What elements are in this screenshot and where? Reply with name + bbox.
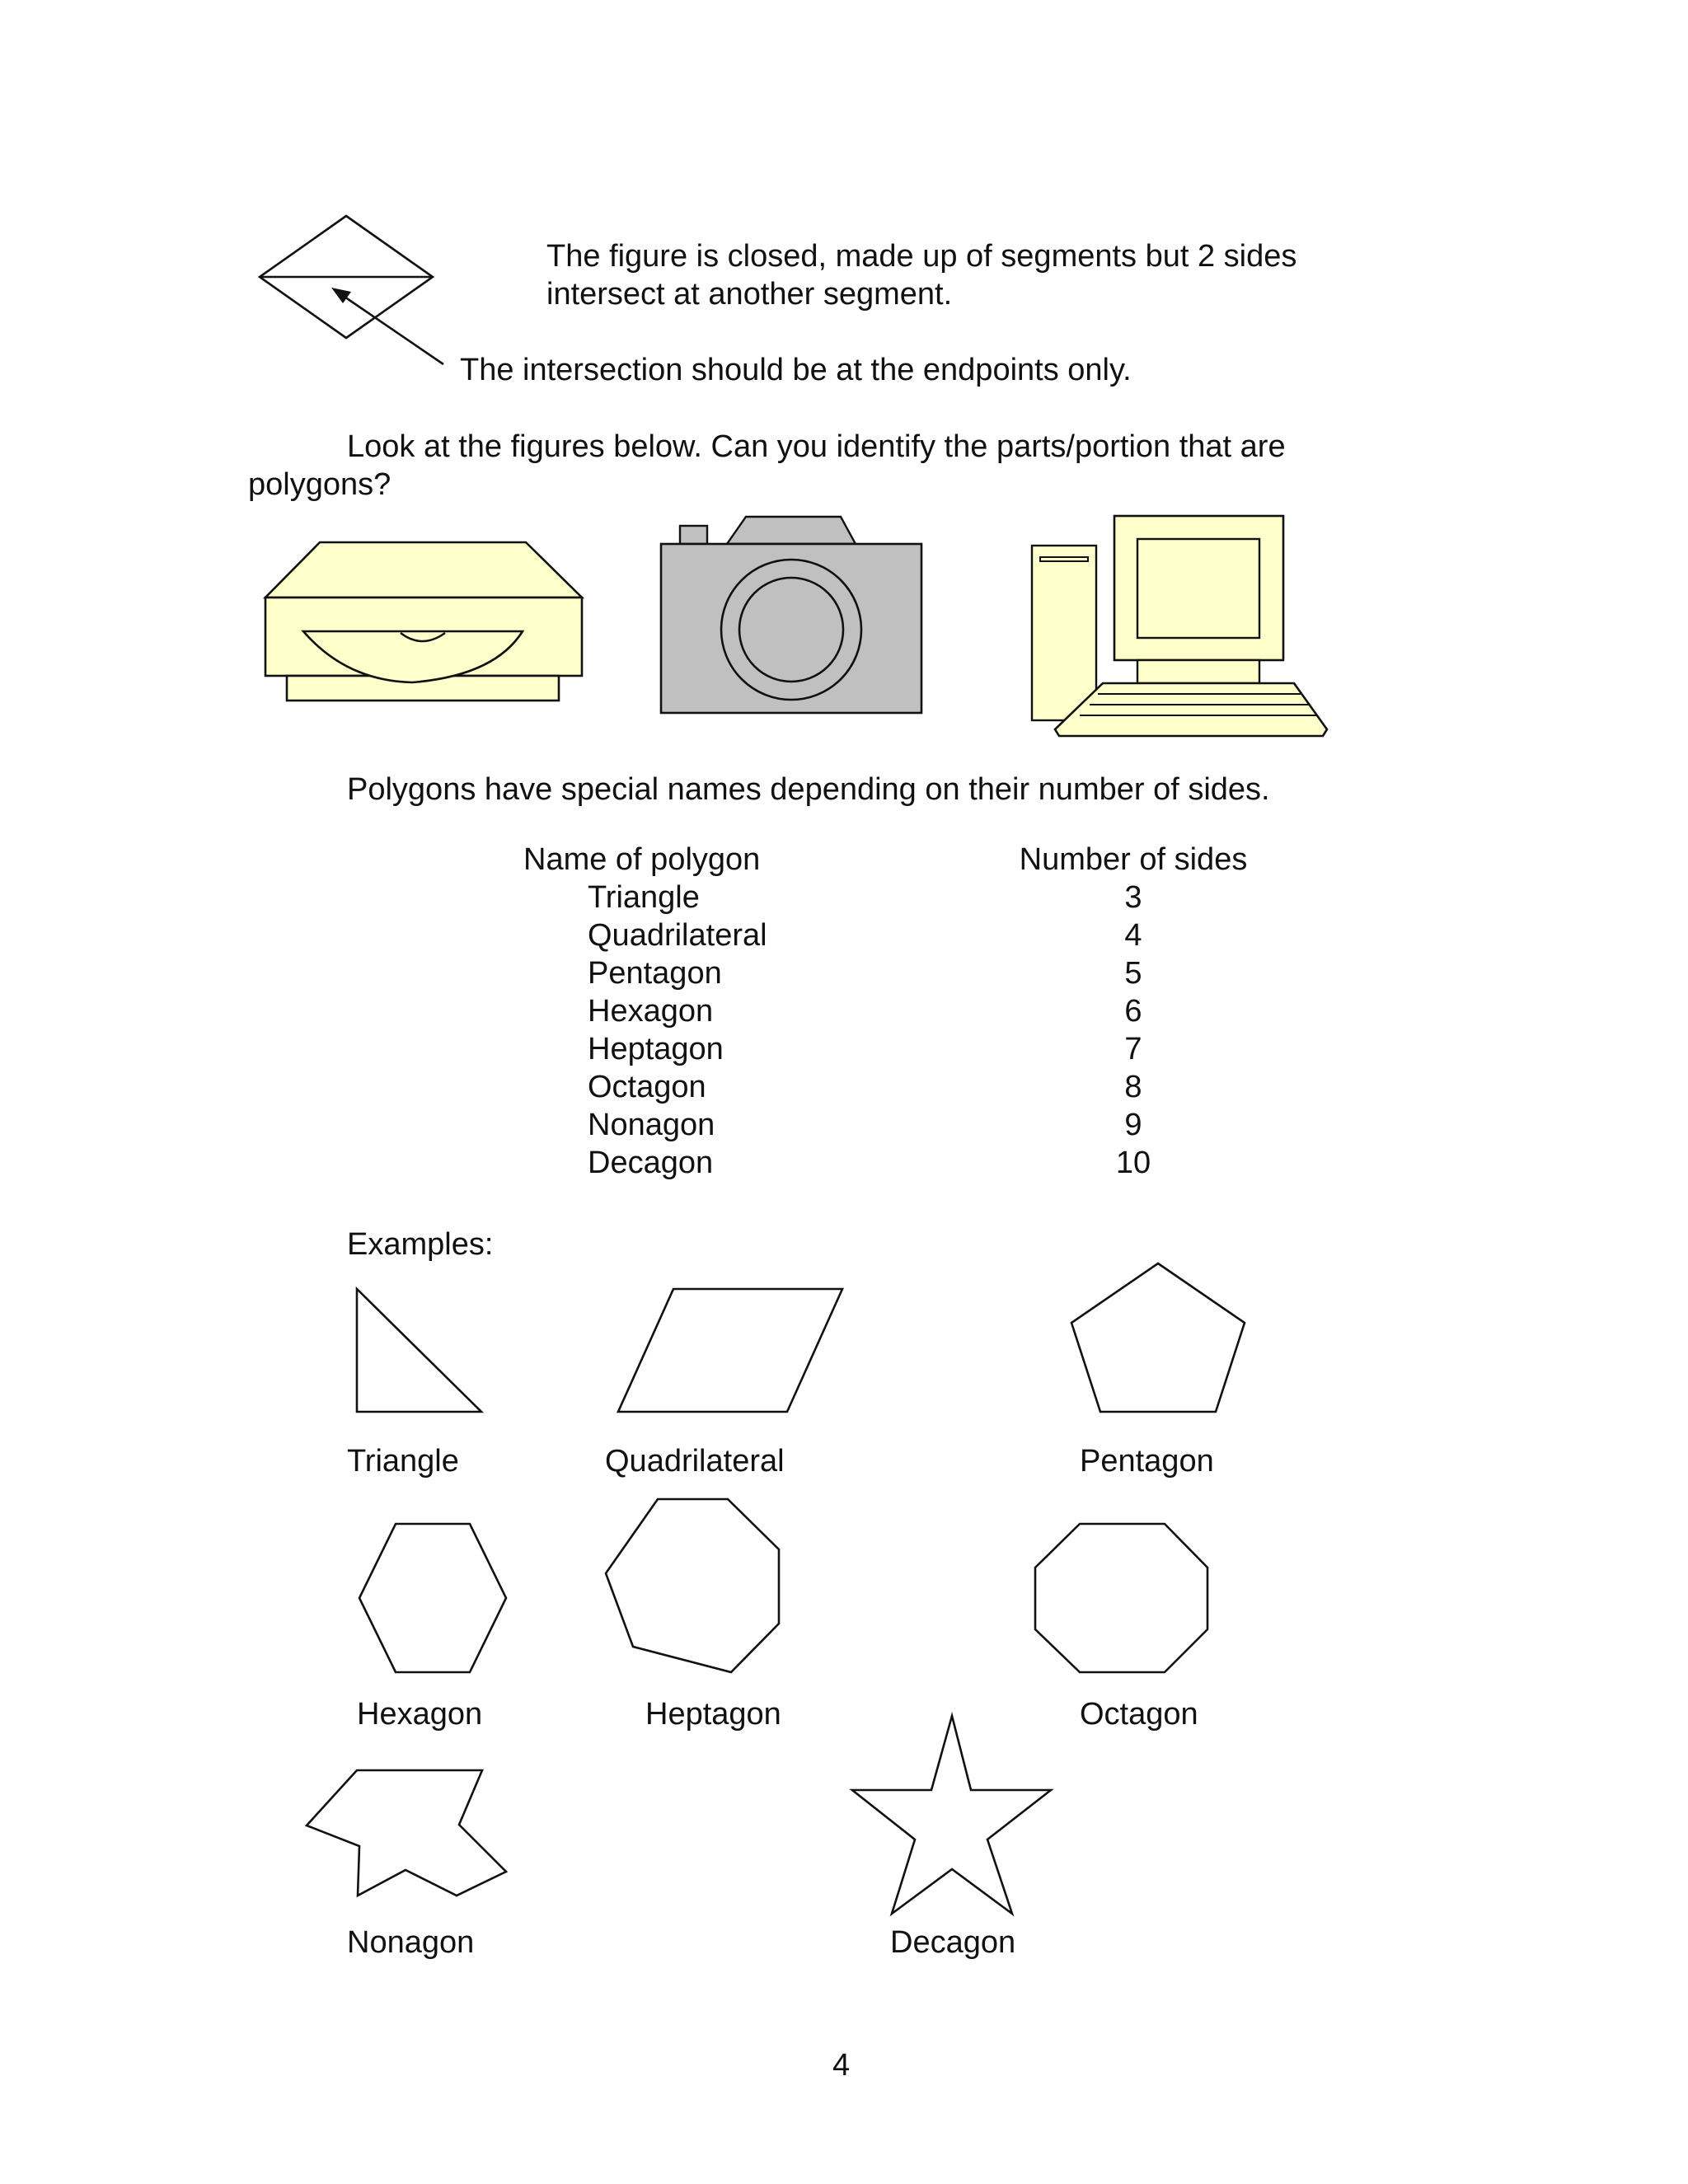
question-line2: polygons? (248, 467, 392, 502)
figure-description-line1: The figure is closed, made up of segments but 2 sides (546, 239, 1297, 274)
side-count: 6 (1124, 994, 1142, 1029)
label-decagon: Decagon (890, 1925, 1016, 1960)
side-count: 9 (1124, 1108, 1142, 1142)
polygon-name: Triangle (588, 880, 700, 915)
label-triangle: Triangle (347, 1444, 459, 1479)
polygon-name: Nonagon (588, 1108, 715, 1142)
label-pentagon: Pentagon (1080, 1444, 1214, 1479)
label-hexagon: Hexagon (357, 1697, 483, 1732)
label-nonagon: Nonagon (347, 1925, 475, 1960)
quadrilateral-shape (618, 1289, 842, 1412)
label-quadrilateral: Quadrilateral (605, 1444, 785, 1479)
polygon-name: Pentagon (588, 956, 722, 991)
intersection-note: The intersection should be at the endpoints only. (460, 353, 1132, 387)
polygon-name: Quadrilateral (588, 918, 767, 953)
side-count: 7 (1124, 1032, 1142, 1066)
triangle-shape (357, 1289, 481, 1412)
nonagon-shape (307, 1770, 506, 1896)
header-name-of-polygon: Name of polygon (523, 842, 761, 877)
label-heptagon: Heptagon (645, 1697, 781, 1732)
polygon-name: Decagon (588, 1146, 714, 1180)
hexagon-shape (359, 1524, 506, 1672)
polygon-names-intro: Polygons have special names depending on their number of sides. (347, 772, 1270, 807)
header-number-of-sides: Number of sides (1019, 842, 1248, 877)
heptagon-shape (606, 1499, 779, 1672)
examples-heading: Examples: (347, 1227, 494, 1262)
side-count: 8 (1124, 1070, 1142, 1104)
page-number: 4 (832, 2048, 851, 2083)
side-count: 10 (1115, 1146, 1151, 1180)
pentagon-shape (1071, 1263, 1245, 1412)
polygon-name: Hexagon (588, 994, 714, 1029)
polygon-name: Octagon (588, 1070, 706, 1104)
label-octagon: Octagon (1080, 1697, 1198, 1732)
question-line1: Look at the figures below. Can you identify the parts/portion that are (347, 429, 1286, 464)
decagon-shape (852, 1716, 1051, 1914)
side-count: 5 (1124, 956, 1142, 991)
side-count: 3 (1124, 880, 1142, 915)
octagon-shape (1035, 1524, 1207, 1672)
polygon-name: Heptagon (588, 1032, 724, 1066)
side-count: 4 (1124, 918, 1142, 953)
figure-description-line2: intersect at another segment. (546, 277, 953, 312)
